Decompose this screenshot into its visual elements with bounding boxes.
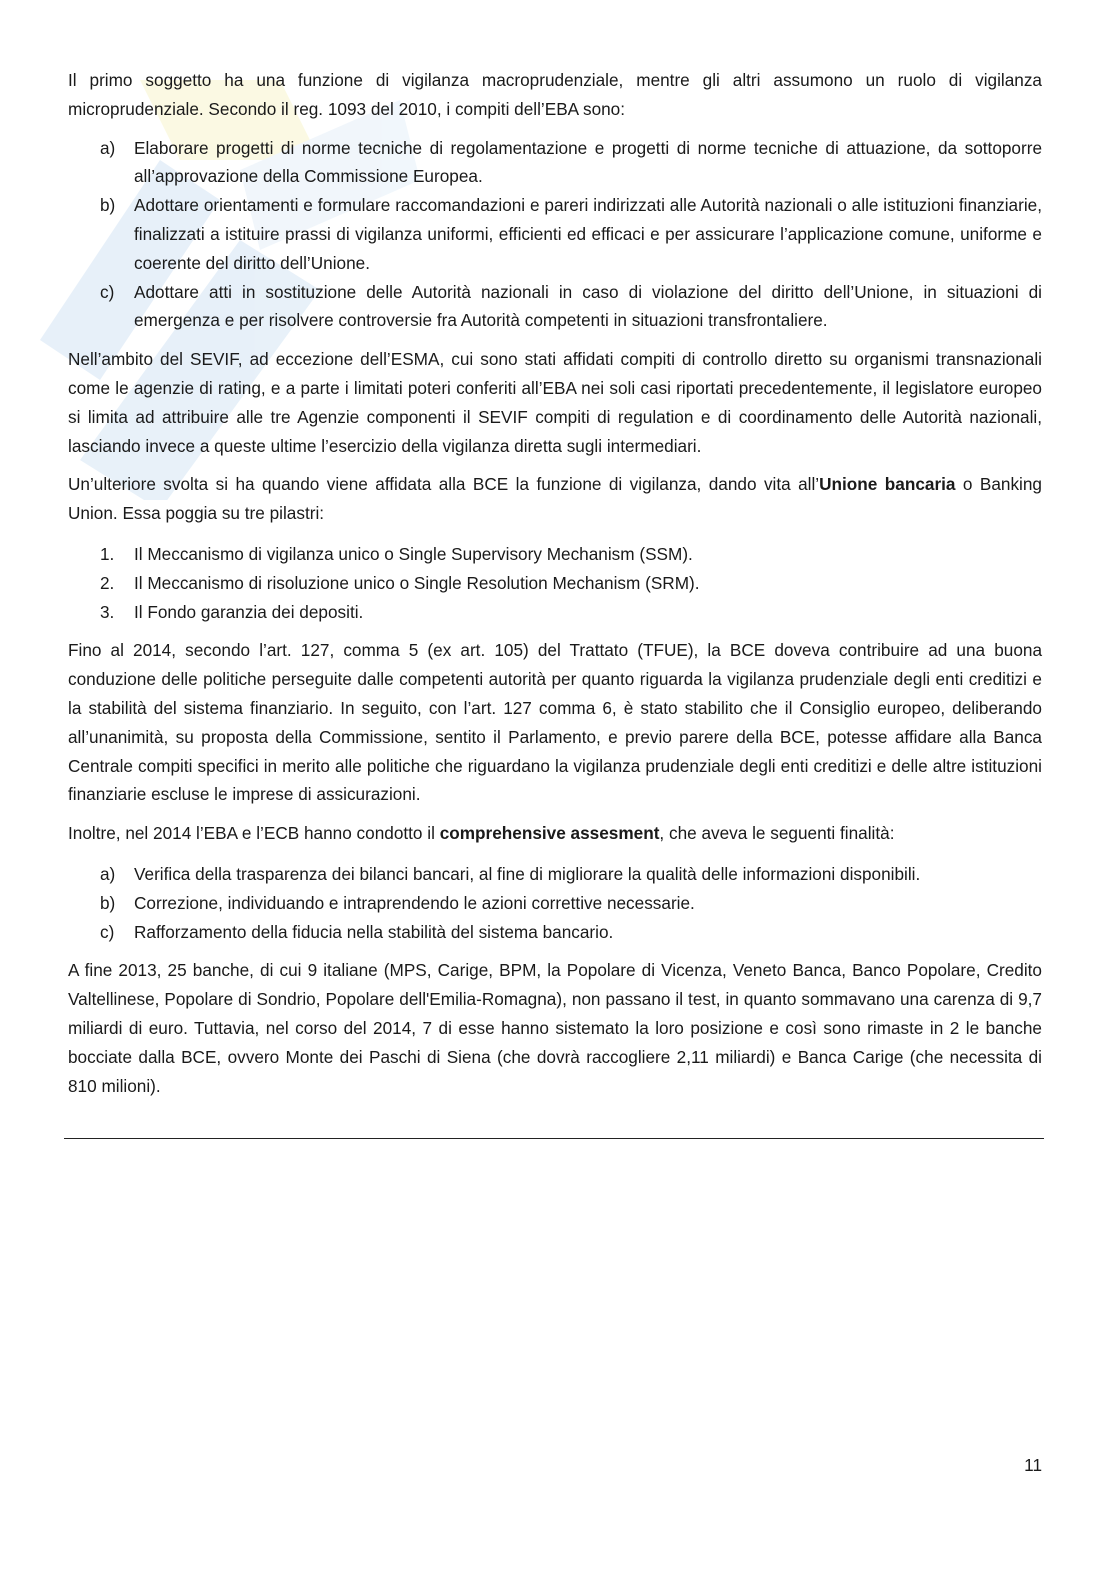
assessment-goals-list bbox=[68, 860, 1042, 946]
page-number: 11 bbox=[1024, 1455, 1042, 1475]
list-item-text: Adottare orientamenti e formulare raccomandazioni e pareri indirizzati alle Autorità nazionali o alle istituzioni finanziarie, finalizzati a istituire prassi di vigilanza uniformi, efficienti ed efficaci e per assicurare l’applicazione comune, uniforme e coerente del diritto dell’Unione. bbox=[134, 195, 1042, 273]
list-item bbox=[68, 278, 1042, 336]
list-item-text: Il Meccanismo di risoluzione unico o Single Resolution Mechanism (SRM). bbox=[134, 572, 700, 593]
paragraph-intro: Il primo soggetto ha una funzione di vigilanza macroprudenziale, mentre gli altri assumono un ruolo di vigilanza microprudenziale. Secondo il reg. 1093 del 2010, i compiti dell’EBA sono: bbox=[68, 70, 1042, 119]
paragraph-assessment bbox=[68, 819, 1042, 848]
paragraph-tfue: Fino al 2014, secondo l’art. 127, comma 5 (ex art. 105) del Trattato (TFUE), la BCE doveva contribuire ad una buona conduzione delle politiche perseguite dalle competenti autorità per quanto riguarda la vigilanza prudenziale degli enti creditizi e la stabilità del sistema finanziario. In seguito, con l’art. 127 comma 6, è stato stabilito che il Consiglio europeo, deliberando all’unanimità, su proposta della Commissione, sentito il Parlamento, e previo parere della BCE, potesse affidare alla Banca Centrale compiti specifici in merito alle politiche che riguardano la vigilanza prudenziale degli enti creditizi e delle altre istituzioni finanziarie escluse le imprese di assicurazioni. bbox=[68, 640, 1042, 805]
list-item-text: Il Fondo garanzia dei depositi. bbox=[134, 601, 364, 622]
list-item-text: Elaborare progetti di norme tecniche di regolamentazione e progetti di norme tecniche di attuazione, da sottoporre all’approvazione della Commissione Europea. bbox=[134, 137, 1042, 187]
text-run: o Banking Union. Essa poggia su tre pilastri: bbox=[68, 474, 1042, 524]
list-marker: 3. bbox=[100, 601, 115, 622]
text-run: Un’ulteriore svolta si ha quando viene affidata alla BCE la funzione di vigilanza, dando vita all’ bbox=[68, 474, 820, 495]
list-item bbox=[68, 889, 1042, 918]
list-item bbox=[68, 191, 1042, 277]
list-marker: a) bbox=[100, 863, 116, 884]
paragraph-stress-test: A fine 2013, 25 banche, di cui 9 italiane (MPS, Carige, BPM, la Popolare di Vicenza, Veneto Banca, Banco Popolare, Credito Valtellinese, Popolare di Sondrio, Popolare dell'Emilia-Romagna), non passano il test, in quanto sommavano una carenza di 9,7 miliardi di euro. Tuttavia, nel corso del 2014, 7 di esse hanno sistemato la loro posizione e così sono rimaste in 2 le banche bocciate dalla BCE, ovvero Monte dei Paschi di Siena (che dovrà raccogliere 2,11 miliardi) e Banca Carige (che necessita di 810 milioni). bbox=[68, 960, 1042, 1096]
list-item-text: Correzione, individuando e intraprendendo le azioni correttive necessarie. bbox=[134, 892, 695, 913]
list-item-text: Il Meccanismo di vigilanza unico o Single Supervisory Mechanism (SSM). bbox=[134, 543, 693, 564]
text-run: , che aveva le seguenti finalità: bbox=[659, 823, 895, 844]
list-marker: 1. bbox=[100, 543, 115, 564]
list-marker: c) bbox=[100, 281, 115, 302]
document-body bbox=[68, 66, 1042, 1110]
paragraph-sevif: Nell’ambito del SEVIF, ad eccezione dell’ESMA, cui sono stati affidati compiti di controllo diretto su organismi transnazionali come le agenzie di rating, e a parte i limitati poteri conferiti all’EBA nei soli casi riportati precedentemente, il legislatore europeo si limita ad attribuire alle tre Agenzie componenti il SEVIF compiti di regulation e di coordinamento delle Autorità nazionali, lasciando invece a queste ultime l’esercizio della vigilanza diretta sugli intermediari. bbox=[68, 349, 1042, 456]
pillars-list bbox=[68, 540, 1042, 626]
list-item bbox=[68, 569, 1042, 598]
list-item bbox=[68, 918, 1042, 947]
list-item bbox=[68, 860, 1042, 889]
list-marker: c) bbox=[100, 921, 115, 942]
list-item bbox=[68, 540, 1042, 569]
list-marker: b) bbox=[100, 892, 116, 913]
eba-tasks-list bbox=[68, 134, 1042, 336]
paragraph-banking-union bbox=[68, 470, 1042, 528]
list-marker: 2. bbox=[100, 572, 115, 593]
list-item-text: Adottare atti in sostituzione delle Autorità nazionali in caso di violazione del diritto dell’Unione, in situazioni di emergenza e per risolvere controversie fra Autorità competenti in situazioni transfrontaliere. bbox=[134, 281, 1042, 331]
list-item bbox=[68, 598, 1042, 627]
text-run: Inoltre, nel 2014 l’EBA e l’ECB hanno condotto il bbox=[68, 823, 440, 844]
list-item-text: Rafforzamento della fiducia nella stabilità del sistema bancario. bbox=[134, 921, 614, 942]
bold-term: Unione bancaria bbox=[819, 474, 956, 495]
list-item bbox=[68, 134, 1042, 192]
list-item-text: Verifica della trasparenza dei bilanci bancari, al fine di migliorare la qualità delle informazioni disponibili. bbox=[134, 863, 921, 884]
list-marker: b) bbox=[100, 195, 116, 216]
bold-term: comprehensive assesment bbox=[439, 823, 660, 844]
list-marker: a) bbox=[100, 137, 116, 158]
horizontal-rule bbox=[64, 1138, 1044, 1139]
